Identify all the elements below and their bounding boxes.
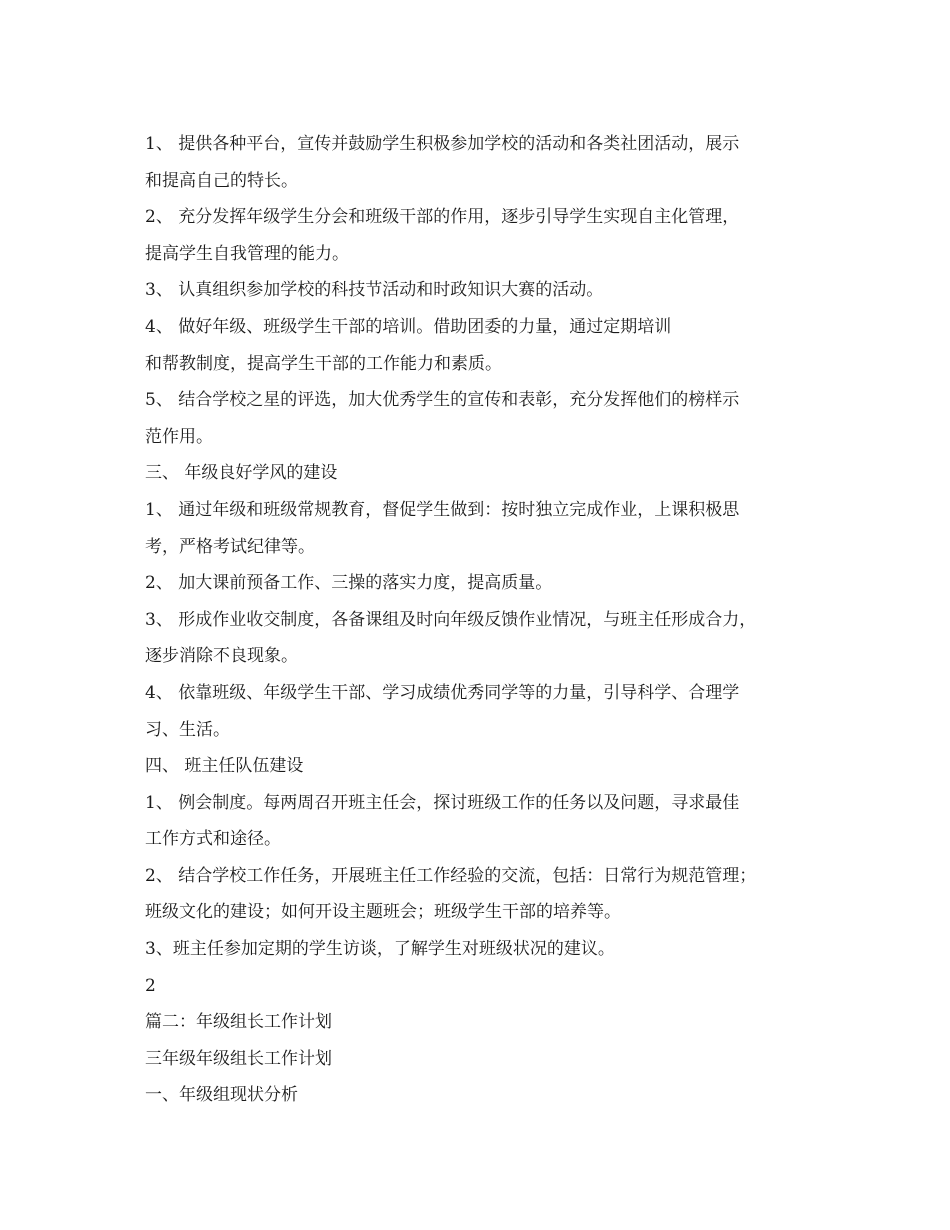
text-line: 3、 形成作业收交制度，各备课组及时向年级反馈作业情况，与班主任形成合力，	[145, 609, 757, 630]
text-line: 1、 提供各种平台，宣传并鼓励学生积极参加学校的活动和各类社团活动，展示	[145, 134, 740, 154]
text-line: 2、 加大课前预备工作、三操的落实力度，提高质量。	[145, 573, 553, 594]
text-line: 范作用。	[145, 426, 213, 447]
text-line: 和提高自己的特长。	[145, 170, 298, 191]
document-title: 三年级年级组长工作计划	[145, 1048, 332, 1069]
page-number: 2	[145, 975, 156, 996]
text-line: 4、 依靠班级、年级学生干部、学习成绩优秀同学等的力量，引导科学、合理学	[145, 682, 740, 703]
document-body	[145, 126, 825, 1114]
text-line: 3、班主任参加定期的学生访谈，了解学生对班级状况的建议。	[145, 939, 615, 960]
text-line: 班级文化的建设；如何开设主题班会；班级学生干部的培养等。	[145, 902, 621, 923]
text-line: 考，严格考试纪律等。	[145, 536, 315, 557]
text-line: 2、 结合学校工作任务，开展班主任工作经验的交流，包括：日常行为规范管理；	[145, 865, 757, 886]
text-line: 4、 做好年级、班级学生干部的培训。借助团委的力量，通过定期培训	[145, 316, 672, 337]
section-heading: 四、 班主任队伍建设	[145, 756, 304, 777]
section-heading: 三、 年级良好学风的建设	[145, 463, 338, 484]
text-line: 2、 充分发挥年级学生分会和班级干部的作用，逐步引导学生实现自主化管理，	[145, 207, 740, 228]
text-line: 习、生活。	[145, 719, 230, 740]
text-line: 5、 结合学校之星的评选，加大优秀学生的宣传和表彰，充分发挥他们的榜样示	[145, 390, 740, 411]
text-line: 3、 认真组织参加学校的科技节活动和时政知识大赛的活动。	[145, 280, 604, 301]
section-heading: 一、年级组现状分析	[145, 1085, 298, 1106]
text-line: 1、 通过年级和班级常规教育，督促学生做到：按时独立完成作业，上课积极思	[145, 499, 740, 520]
text-line: 提高学生自我管理的能力。	[145, 243, 349, 264]
chapter-heading: 篇二：年级组长工作计划	[145, 1012, 332, 1033]
text-line: 和帮教制度，提高学生干部的工作能力和素质。	[145, 353, 502, 374]
text-line: 工作方式和途径。	[145, 829, 281, 850]
text-line: 1、 例会制度。每两周召开班主任会，探讨班级工作的任务以及问题，寻求最佳	[145, 792, 740, 813]
text-line: 逐步消除不良现象。	[145, 646, 298, 667]
